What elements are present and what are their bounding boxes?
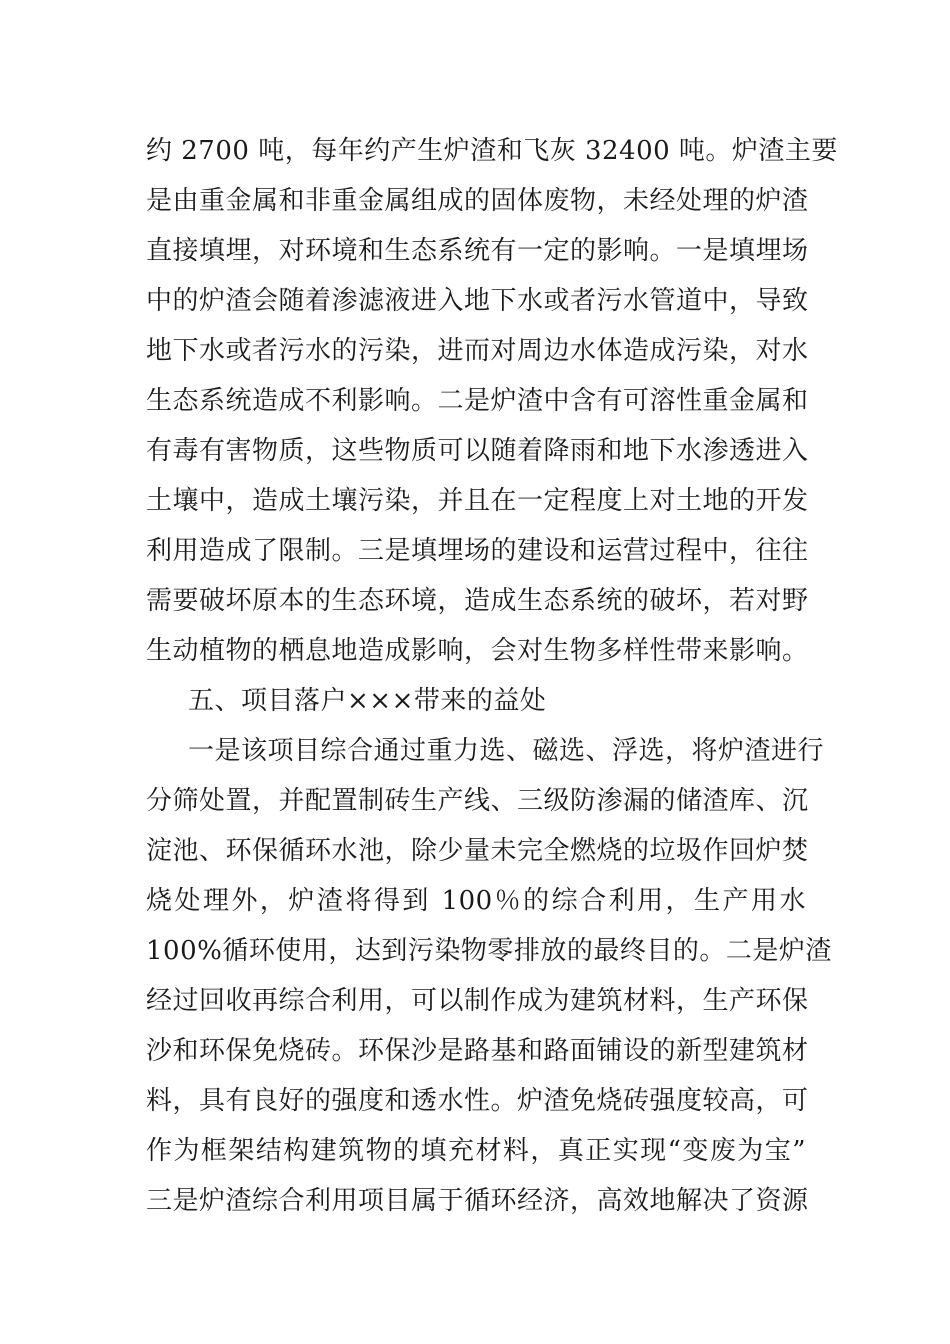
- text-line: 三是炉渣综合利用项目属于循环经济，高效地解决了资源: [146, 1186, 809, 1216]
- text-line: 烧处理外，炉渣将得到 100％的综合利用，生产用水: [146, 886, 806, 916]
- section-heading: 五、项目落户×××带来的益处: [188, 686, 547, 716]
- text-line: 约 2700 吨，每年约产生炉渣和飞灰 32400 吨。炉渣主要: [146, 136, 838, 166]
- text-line: 生动植物的栖息地造成影响，会对生物多样性带来影响。: [146, 636, 809, 666]
- text-line: 100%循环使用，达到污染物零排放的最终目的。二是炉渣: [146, 936, 832, 966]
- text-line: 有毒有害物质，这些物质可以随着降雨和地下水渗透进入: [146, 436, 809, 466]
- text-line: 沙和环保免烧砖。环保沙是路基和路面铺设的新型建筑材: [146, 1036, 809, 1066]
- text-line: 经过回收再综合利用，可以制作成为建筑材料，生产环保: [146, 986, 809, 1016]
- text-line: 淀池、环保循环水池，除少量未完全燃烧的垃圾作回炉焚: [146, 836, 809, 866]
- text-line: 一是该项目综合通过重力选、磁选、浮选，将炉渣进行: [188, 736, 825, 766]
- text-line: 分筛处置，并配置制砖生产线、三级防渗漏的储渣库、沉: [146, 786, 809, 816]
- text-line: 地下水或者污水的污染，进而对周边水体造成污染，对水: [146, 336, 809, 366]
- text-line: 直接填埋，对环境和生态系统有一定的影响。一是填埋场: [146, 236, 809, 266]
- text-line: 是由重金属和非重金属组成的固体废物，未经处理的炉渣: [146, 186, 809, 216]
- text-line: 料，具有良好的强度和透水性。炉渣免烧砖强度较高，可: [146, 1086, 809, 1116]
- text-line: 中的炉渣会随着渗滤液进入地下水或者污水管道中，导致: [146, 286, 809, 316]
- text-line: 土壤中，造成土壤污染，并且在一定程度上对土地的开发: [146, 486, 809, 516]
- text-line: 利用造成了限制。三是填埋场的建设和运营过程中，往往: [146, 536, 809, 566]
- text-line: 需要破坏原本的生态环境，造成生态系统的破坏，若对野: [146, 586, 809, 616]
- text-line: 生态系统造成不利影响。二是炉渣中含有可溶性重金属和: [146, 386, 809, 416]
- text-line: 作为框架结构建筑物的填充材料，真正实现“变废为宝”: [146, 1136, 806, 1166]
